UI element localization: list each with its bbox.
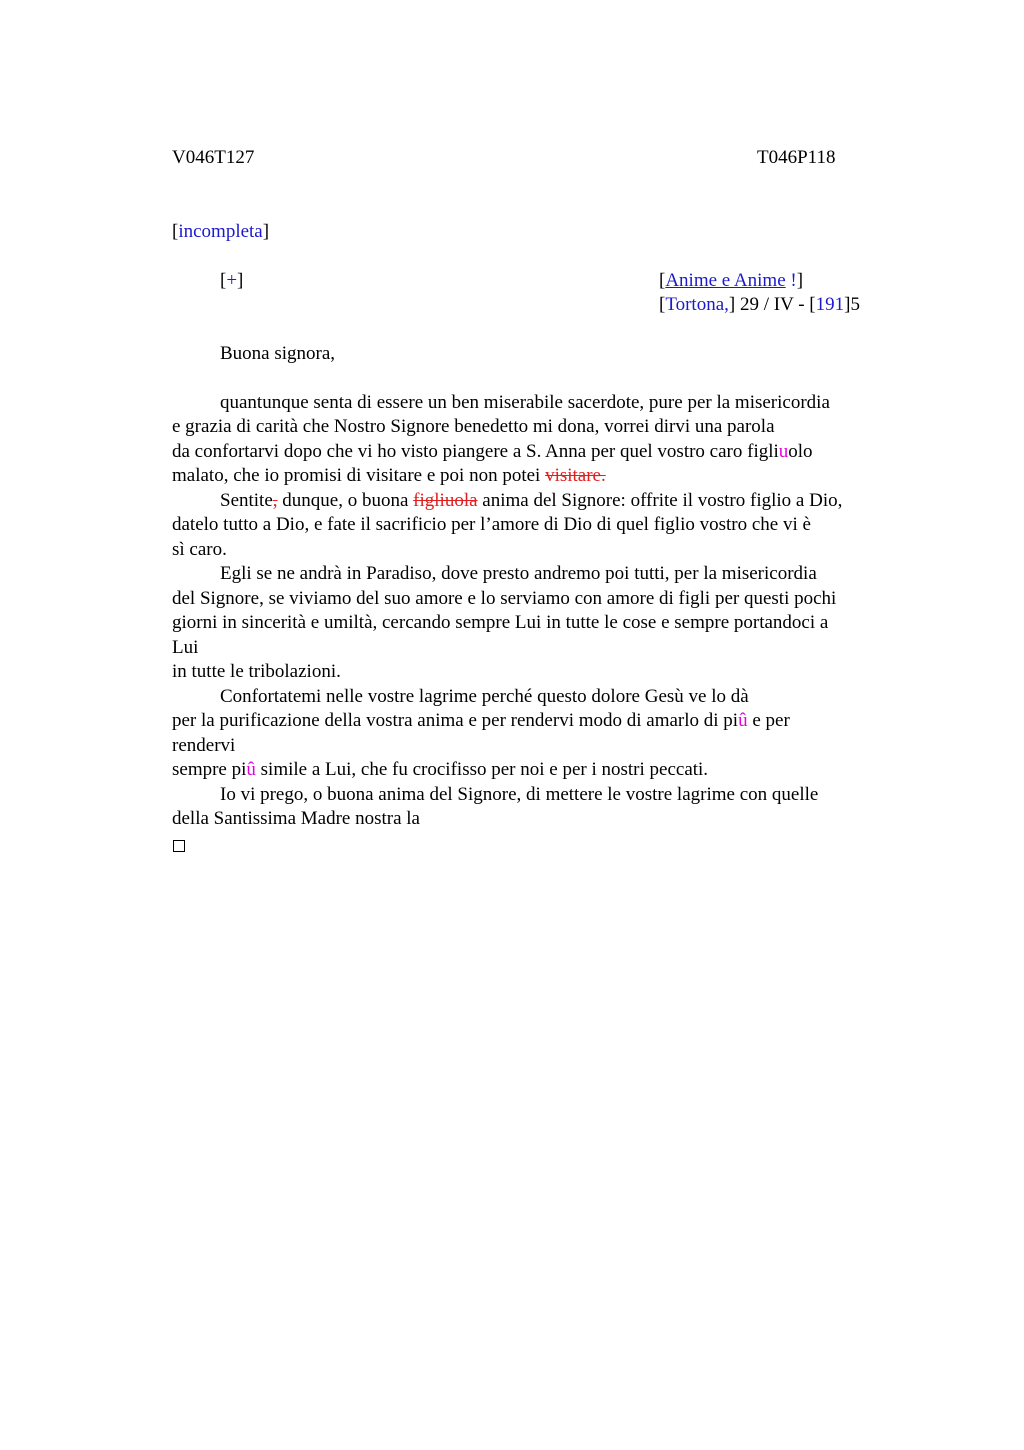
heading-year-bracket: 191 <box>815 294 845 315</box>
heading-year-end: 5 <box>850 294 860 315</box>
text-line-9: del Signore, se viviamo del suo amore e lo serviamo con amore di figli per questi pochi <box>172 588 837 609</box>
text-span: simile a Lui, che fu crocifisso per noi e per i nostri peccati. <box>255 759 709 780</box>
text-line-7: sì caro. <box>172 539 227 560</box>
correction-mark: u <box>778 441 789 462</box>
text-line-17: Io vi prego, o buona anima del Signore, di mettere le vostre lagrime con quelle <box>220 784 819 805</box>
text-line-15: rendervi <box>172 735 236 756</box>
text-line-12: in tutte le tribolazioni. <box>172 661 341 682</box>
text-span: sempre pi <box>172 759 247 780</box>
text-line-4 <box>172 464 606 488</box>
text-span: Sentite <box>220 490 273 511</box>
text-line-11: Lui <box>172 637 199 658</box>
cross-marker: [+] <box>220 270 244 291</box>
cross-symbol: + <box>226 270 238 291</box>
heading-place: Tortona, <box>665 294 729 315</box>
deleted-word: figliuola <box>413 490 478 511</box>
text-line-1: quantunque senta di essere un ben miserabile sacerdote, pure per la misericordia <box>220 392 830 413</box>
correction-mark: û <box>738 710 748 731</box>
text-line-2: e grazia di carità che Nostro Signore benedetto mi dona, vorrei dirvi una parola <box>172 416 775 437</box>
heading-title: [Anime e Anime !] <box>659 270 804 291</box>
greeting: Buona signora, <box>220 343 336 364</box>
text-line-8: Egli se ne andrà in Paradiso, dove presto andremo poi tutti, per la misericordia <box>220 563 817 584</box>
text-line-16 <box>172 758 708 782</box>
text-span: malato, che io promisi di visitare e poi non potei <box>172 465 546 486</box>
document-code-left: V046T127 <box>172 147 255 168</box>
text-span: per la purificazione della vostra anima e per rendervi modo di amarlo di pi <box>172 710 739 731</box>
deleted-word: visitare. <box>545 465 606 486</box>
text-span: olo <box>788 441 813 462</box>
heading-place-date: [Tortona,] 29 / IV - [191]5 <box>659 294 860 315</box>
incomplete-note: [incompleta] <box>172 221 270 242</box>
heading-excl: ! <box>790 270 797 291</box>
text-span: dunque, o buona <box>277 490 414 511</box>
end-square-icon <box>173 835 185 859</box>
text-line-10: giorni in sincerità e umiltà, cercando sempre Lui in tutte le cose e sempre portandoci a <box>172 612 829 633</box>
text-line-3 <box>172 440 813 464</box>
incomplete-label: incompleta <box>178 221 263 242</box>
text-line-18: della Santissima Madre nostra la <box>172 808 420 829</box>
text-line-14 <box>172 709 790 733</box>
text-line-6: datelo tutto a Dio, e fate il sacrificio per l’amore di Dio di quel figlio vostro che vi è <box>172 514 811 535</box>
text-line-5 <box>220 489 842 513</box>
correction-mark: û <box>246 759 256 780</box>
text-span: da confortarvi dopo che vi ho visto piangere a S. Anna per quel vostro caro figli <box>172 441 779 462</box>
anime-link[interactable]: Anime e Anime <box>665 270 786 291</box>
deleted-comma: , <box>272 490 278 511</box>
text-span: e per <box>747 710 790 731</box>
text-line-13: Confortatemi nelle vostre lagrime perché questo dolore Gesù ve lo dà <box>220 686 749 707</box>
text-span: anima del Signore: offrite il vostro figlio a Dio, <box>477 490 843 511</box>
heading-date: 29 / IV - <box>739 294 805 315</box>
document-code-right: T046P118 <box>757 147 836 168</box>
